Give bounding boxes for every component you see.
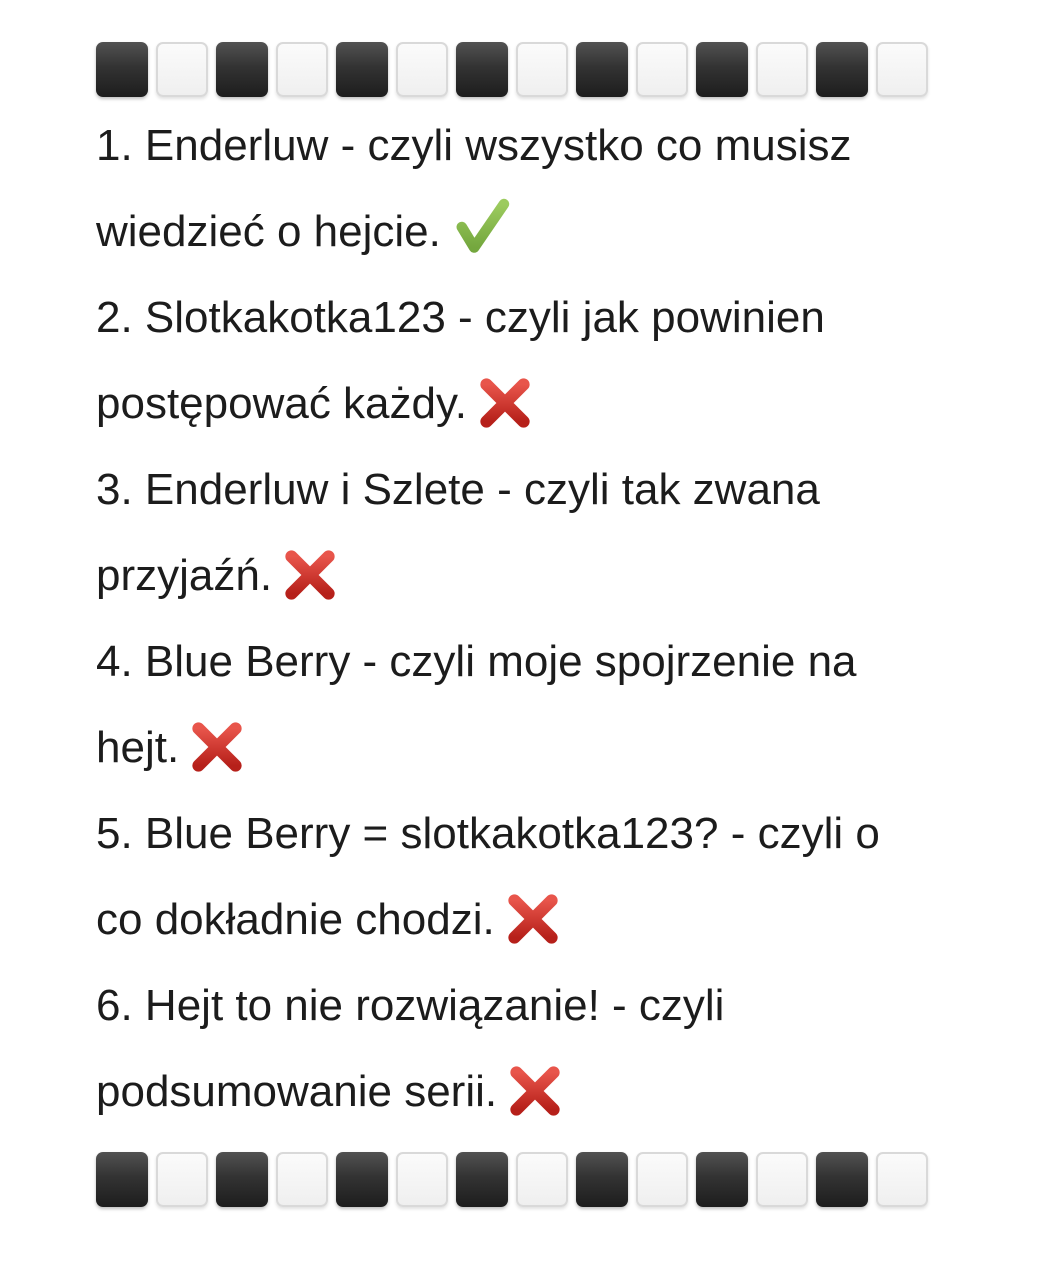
episode-list [96, 103, 906, 1135]
list-item-text: 3. Enderluw i Szlete - czyli tak zwana przyjaźń. [96, 465, 820, 600]
black-square-icon [336, 42, 388, 97]
white-square-icon [396, 1152, 448, 1207]
white-square-icon [156, 42, 208, 97]
white-square-icon [636, 42, 688, 97]
cross-mark-icon [504, 890, 562, 948]
white-square-icon [876, 42, 928, 97]
list-item [96, 275, 906, 447]
list-item [96, 791, 906, 963]
white-square-icon [636, 1152, 688, 1207]
list-item-text: 4. Blue Berry - czyli moje spojrzenie na hejt. [96, 637, 857, 772]
black-square-icon [816, 1152, 868, 1207]
checker-divider-top [96, 42, 1060, 97]
black-square-icon [576, 1152, 628, 1207]
black-square-icon [696, 1152, 748, 1207]
white-square-icon [156, 1152, 208, 1207]
list-item-text: 2. Slotkakotka123 - czyli jak powinien postępować każdy. [96, 293, 825, 428]
list-item-text: 6. Hejt to nie rozwiązanie! - czyli podsumowanie serii. [96, 981, 725, 1116]
black-square-icon [696, 42, 748, 97]
white-square-icon [276, 1152, 328, 1207]
black-square-icon [96, 42, 148, 97]
black-square-icon [216, 42, 268, 97]
cross-mark-icon [506, 1062, 564, 1120]
cross-mark-icon [476, 374, 534, 432]
black-square-icon [576, 42, 628, 97]
list-item [96, 619, 906, 791]
white-square-icon [876, 1152, 928, 1207]
white-square-icon [516, 1152, 568, 1207]
checker-divider-bottom [96, 1152, 1060, 1207]
list-item [96, 963, 906, 1135]
white-square-icon [516, 42, 568, 97]
white-square-icon [756, 1152, 808, 1207]
white-square-icon [756, 42, 808, 97]
black-square-icon [216, 1152, 268, 1207]
white-square-icon [276, 42, 328, 97]
white-square-icon [396, 42, 448, 97]
check-mark-icon [450, 196, 512, 258]
list-item [96, 447, 906, 619]
black-square-icon [456, 1152, 508, 1207]
list-item [96, 103, 906, 275]
cross-mark-icon [281, 546, 339, 604]
black-square-icon [456, 42, 508, 97]
list-item-text: 1. Enderluw - czyli wszystko co musisz wiedzieć o hejcie. [96, 121, 852, 256]
list-item-text: 5. Blue Berry = slotkakotka123? - czyli o co dokładnie chodzi. [96, 809, 880, 944]
black-square-icon [96, 1152, 148, 1207]
cross-mark-icon [188, 718, 246, 776]
black-square-icon [816, 42, 868, 97]
black-square-icon [336, 1152, 388, 1207]
